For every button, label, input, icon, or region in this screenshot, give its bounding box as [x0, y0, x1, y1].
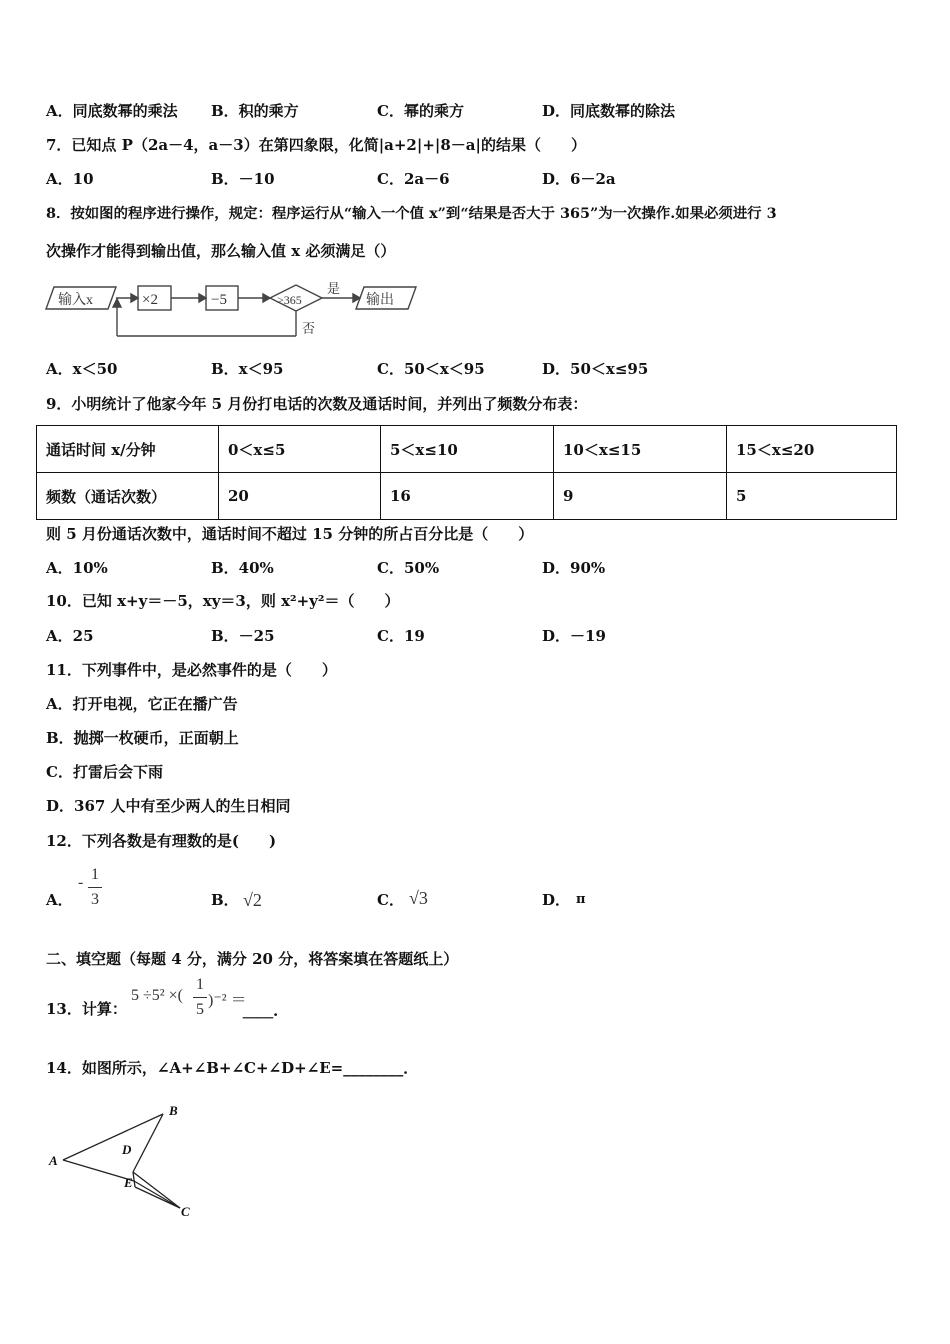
table-cell: 16	[381, 473, 554, 520]
q11-option-b: B．抛掷一枚硬币，正面朝上	[46, 729, 239, 747]
table-cell: 5	[727, 473, 897, 520]
flow-output-label: 输出	[366, 293, 394, 308]
q12-a-denominator: 3	[91, 891, 99, 908]
q10-stem: 10．已知 x+y＝－5，xy＝3，则 x²+y²＝（ ）	[46, 592, 400, 610]
point-label-e: E	[124, 1175, 133, 1190]
q12-label-c: C．	[377, 891, 404, 909]
point-label-b: B	[169, 1103, 178, 1118]
fraction-bar	[88, 887, 102, 888]
q6-option-a: A．同底数幂的乘法	[46, 102, 178, 120]
q10-option-c: C．19	[377, 627, 425, 645]
q12-label-a: A．	[46, 891, 73, 909]
point-label-a: A	[49, 1153, 58, 1168]
q8-stem-line2: 次操作才能得到输出值，那么输入值 x 必须满足（）	[46, 242, 396, 260]
q12-label-b: B．	[211, 891, 239, 909]
flow-input-label: 输入x	[58, 293, 93, 308]
q12-a-sign: -	[78, 874, 84, 891]
q12-d-value: π	[576, 892, 586, 907]
q13-expression-right: )⁻² ＝	[208, 992, 247, 1009]
q14-stem: 14．如图所示，∠A+∠B+∠C+∠D+∠E=________．	[46, 1059, 419, 1077]
q12-b-value: √2	[243, 890, 262, 910]
q7-stem: 7．已知点 P（2a－4，a－3）在第四象限，化简|a+2|+|8－a|的结果（ ）	[46, 136, 586, 154]
q13-expression-left: 5 ÷5² ×(	[131, 987, 183, 1004]
q7-option-a: A．10	[46, 170, 94, 188]
q12-stem: 12．下列各数是有理数的是( )	[46, 832, 277, 850]
q12-a-numerator: 1	[91, 866, 99, 883]
q9-option-c: C．50%	[377, 559, 440, 577]
table-cell: 10＜x≤15	[554, 426, 727, 473]
table-cell: 15＜x≤20	[727, 426, 897, 473]
q13-denominator: 5	[196, 1001, 204, 1018]
q7-option-b: B．－10	[211, 170, 275, 188]
q8-stem-line1: 8．按如图的程序进行操作，规定：程序运行从“输入一个值 x”到“结果是否大于 365”为一次操作.如果必须进行 3	[46, 205, 777, 222]
q7-option-d: D．6－2a	[542, 170, 616, 188]
table-cell: 频数（通话次数）	[37, 473, 219, 520]
q13-answer-blank[interactable]: ＿＿.	[243, 1002, 279, 1020]
q8-option-c: C．50＜x＜95	[377, 360, 485, 378]
fraction-bar	[193, 997, 207, 998]
q11-stem: 11．下列事件中，是必然事件的是（ ）	[46, 661, 337, 679]
section-title: 二、填空题（每题 4 分，满分 20 分，将答案填在答题纸上）	[46, 950, 459, 968]
q9-stem: 9．小明统计了他家今年 5 月份打电话的次数及通话时间，并列出了频数分布表：	[46, 395, 588, 413]
q10-option-b: B．－25	[211, 627, 275, 645]
q11-option-c: C．打雷后会下雨	[46, 763, 163, 781]
flow-compare-label: >365	[277, 293, 302, 307]
q6-option-d: D．同底数幂的除法	[542, 102, 676, 120]
table-header-row	[37, 426, 897, 473]
table-cell: 通话时间 x/分钟	[37, 426, 219, 473]
table-cell: 5＜x≤10	[381, 426, 554, 473]
q12-c-value: √3	[409, 888, 428, 908]
q7-option-c: C．2a－6	[377, 170, 450, 188]
q9-option-a: A．10%	[46, 559, 108, 577]
q12-label-d: D．	[542, 891, 571, 909]
q9-option-d: D．90%	[542, 559, 606, 577]
q10-option-a: A．25	[46, 627, 94, 645]
q11-option-d: D．367 人中有至少两人的生日相同	[46, 797, 291, 815]
q8-flowchart	[44, 278, 424, 344]
frequency-table	[36, 425, 897, 520]
q6-option-b: B．积的乘方	[211, 102, 299, 120]
table-cell: 20	[219, 473, 381, 520]
q8-option-a: A．x＜50	[46, 360, 118, 378]
q8-option-b: B．x＜95	[211, 360, 284, 378]
q9-option-b: B．40%	[211, 559, 274, 577]
flow-minus-label: −5	[211, 292, 227, 308]
table-cell: 9	[554, 473, 727, 520]
table-cell: 0＜x≤5	[219, 426, 381, 473]
q13-numerator: 1	[196, 976, 204, 993]
flow-times-label: ×2	[142, 292, 158, 308]
point-label-d: D	[122, 1142, 132, 1157]
q13-label: 13．计算：	[46, 1000, 127, 1018]
q14-figure	[44, 1098, 204, 1223]
q8-option-d: D．50＜x≤95	[542, 360, 649, 378]
q11-option-a: A．打开电视，它正在播广告	[46, 695, 238, 713]
flow-no-label: 否	[302, 321, 316, 336]
flow-yes-label: 是	[327, 281, 341, 296]
table-row	[37, 473, 897, 520]
point-label-c: C	[181, 1204, 190, 1219]
q10-option-d: D．－19	[542, 627, 606, 645]
q6-option-c: C．幂的乘方	[377, 102, 464, 120]
q9-question: 则 5 月份通话次数中，通话时间不超过 15 分钟的所占百分比是（ ）	[46, 525, 534, 543]
